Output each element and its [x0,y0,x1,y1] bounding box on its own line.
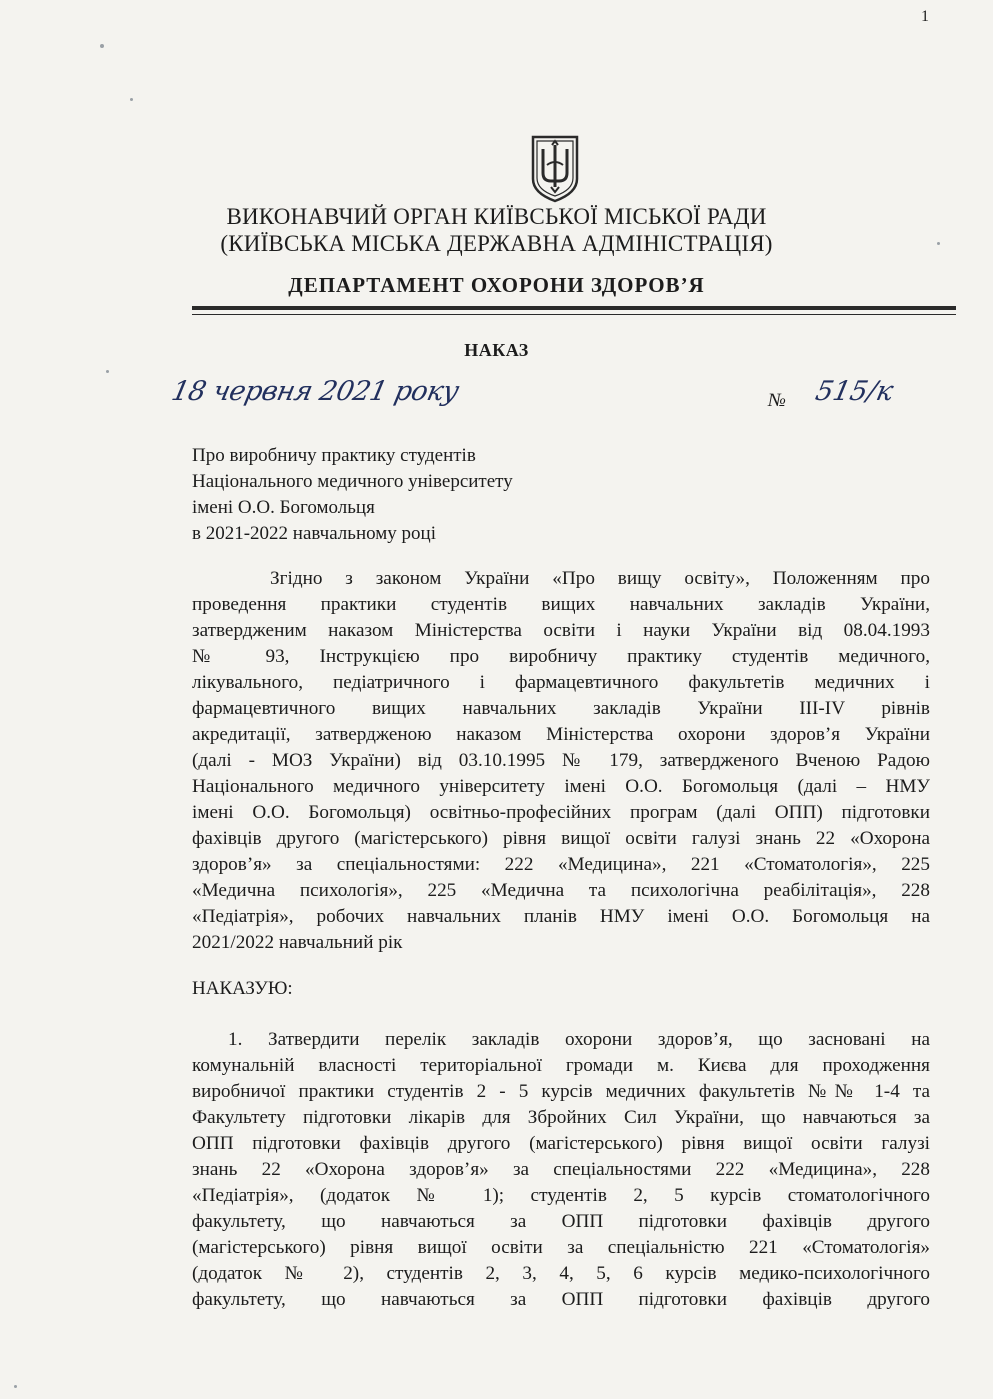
scan-speck [14,1385,17,1388]
paragraph-line: проведення практики студентів вищих навчальних закладів України, [192,594,930,615]
order-date-handwritten: 18 червня 2021 року [168,376,462,407]
preamble-paragraph [192,566,930,956]
subject-line: в 2021-2022 навчальному році [192,523,436,544]
org-name-line-2: (КИЇВСЬКА МІСЬКА ДЕРЖАВНА АДМІНІСТРАЦІЯ) [220,231,773,256]
order-number-handwritten: 515/к [812,376,897,407]
subject-line: Національного медичного університету [192,471,513,492]
header-rule-thick [192,306,956,310]
order-number-label: № [768,390,786,411]
paragraph-line: 1. Затвердити перелік закладів охорони здоров’я, що засновані на [228,1029,930,1050]
order-item-1 [192,1027,930,1313]
paragraph-line: Факультету підготовки лікарів для Збройних Сил України, що навчаються за [192,1107,930,1128]
paragraph-line: імені О.О. Богомольця) освітньо-професійних програм (далі ОПП) підготовки [192,802,930,823]
order-subject [192,443,692,547]
paragraph-line: «Медична психологія», 225 «Медична та психологічна реабілітація», 228 [192,880,930,901]
subject-line: імені О.О. Богомольця [192,497,375,518]
paragraph-line: факультету, що навчаються за ОПП підготовки фахівців другого [192,1211,930,1232]
subject-line: Про виробничу практику студентів [192,445,476,466]
paragraph-line: (додаток № 2), студентів 2, 3, 4, 5, 6 курсів медико-психологічного [192,1263,930,1284]
paragraph-line: Згідно з законом України «Про вищу освіту», Положенням про [270,568,930,589]
page-number: 1 [921,8,929,25]
org-name-line-1: ВИКОНАВЧИЙ ОРГАН КИЇВСЬКОЇ МІСЬКОЇ РАДИ [226,204,767,229]
nakazuyu-heading: НАКАЗУЮ: [192,978,293,999]
paragraph-line: 2021/2022 навчальний рік [192,932,403,953]
paragraph-line: (далі - МОЗ України) від 03.10.1995 № 179, затвердженого Вченою Радою [192,750,930,771]
paragraph-line: фармацевтичного вищих навчальних закладів України ІІІ-IV рівнів [192,698,930,719]
paragraph-line: факультету, що навчаються за ОПП підготовки фахівців другого [192,1289,930,1310]
header-rule-thin [192,314,956,315]
scan-speck [130,98,133,101]
paragraph-line: комунальній власності територіальної громади м. Києва для проходження [192,1055,930,1076]
paragraph-line: Національного медичного університету імені О.О. Богомольця (далі – НМУ [192,776,930,797]
paragraph-line: здоров’я» за спеціальностями: 222 «Медицина», 221 «Стоматологія», 225 [192,854,930,875]
paragraph-line: акредитації, затвердженою наказом Міністерства охорони здоров’я України [192,724,930,745]
paragraph-line: фахівців другого (магістерського) рівня вищої освіти галузі знань 22 «Охорона [192,828,930,849]
paragraph-line: № 93, Інструкцією про виробничу практику студентів медичного, [192,646,930,667]
paragraph-line: лікувального, педіатричного і фармацевтичного факультетів медичних і [192,672,930,693]
paragraph-line: (магістерського) рівня вищої освіти за спеціальністю 221 «Стоматологія» [192,1237,930,1258]
order-title: НАКАЗ [464,340,529,360]
paragraph-line: знань 22 «Охорона здоров’я» за спеціальностями 222 «Медицина», 228 [192,1159,930,1180]
paragraph-line: «Педіатрія», (додаток № 1); студентів 2, 5 курсів стоматологічного [192,1185,930,1206]
paragraph-line: затвердженим наказом Міністерства освіти і науки України від 08.04.1993 [192,620,930,641]
paragraph-line: виробничої практики студентів 2 - 5 курсів медичних факультетів №№ 1-4 та [192,1081,930,1102]
scan-speck [106,370,109,373]
paragraph-line: ОПП підготовки фахівців другого (магістерського) рівня вищої освіти галузі [192,1133,930,1154]
department-name: ДЕПАРТАМЕНТ ОХОРОНИ ЗДОРОВ’Я [288,273,705,297]
paragraph-line: «Педіатрія», робочих навчальних планів НМУ імені О.О. Богомольця на [192,906,930,927]
trident-emblem-icon [529,135,581,203]
scan-speck [100,44,104,48]
